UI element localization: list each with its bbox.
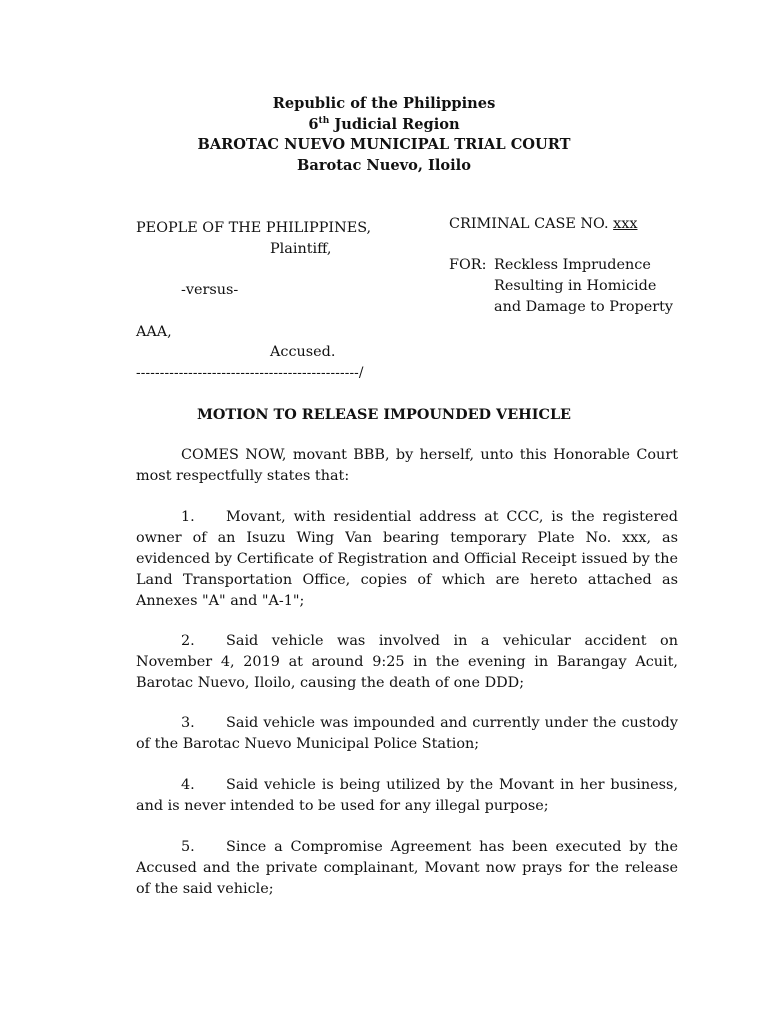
paragraph-number: 5. [181,839,195,855]
paragraph-number: 2. [181,633,195,649]
motion-paragraph-1 [136,507,678,612]
paragraph-text: Since a Compromise Agreement has been executed by the Accused and the private complainant, Movant now prays for the release of the said vehicle; [136,839,678,897]
paragraph-number: 3. [181,715,195,731]
offense-line-2: Resulting in Homicide [494,278,657,294]
versus-label: -versus- [181,282,239,298]
header-court-location: Barotac Nuevo, Iloilo [297,157,471,174]
accused-role: Accused. [270,344,336,360]
caption-divider: -----------------------------------------------/ [136,365,364,381]
case-label: CRIMINAL CASE NO. [449,216,609,232]
case-number: xxx [613,216,638,232]
paragraph-number: 1. [181,509,195,525]
region-label: Judicial Region [329,116,460,133]
paragraph-number: 4. [181,777,195,793]
for-label: FOR: [449,257,487,273]
region-number: 6 [308,116,319,133]
header-court-name: BAROTAC NUEVO MUNICIPAL TRIAL COURT [197,136,571,153]
motion-paragraph-4 [136,775,678,817]
motion-paragraph-2 [136,631,678,694]
offense-line-1: Reckless Imprudence [494,257,651,273]
header-republic: Republic of the Philippines [272,95,496,112]
case-number-line [449,214,637,235]
motion-title: MOTION TO RELEASE IMPOUNDED VEHICLE [196,406,572,423]
paragraph-text: Said vehicle is being utilized by the Movant in her business, and is never intended to be used for any illegal purpose; [136,777,678,814]
header-judicial-region [0,114,768,135]
region-ordinal: th [318,116,330,127]
motion-paragraph-3 [136,713,678,755]
motion-intro: COMES NOW, movant BBB, by herself, unto this Honorable Court most respectfully states that: [136,447,678,484]
paragraph-text: Said vehicle was involved in a vehicular accident on November 4, 2019 at around 9:25 in the evening in Barangay Acuit, Barotac Nuevo, Iloilo, causing the death of one DDD; [136,633,678,691]
motion-paragraph-5 [136,837,678,900]
plaintiff-name: PEOPLE OF THE PHILIPPINES, [136,220,372,236]
accused-name: AAA, [136,324,172,340]
paragraph-text: Movant, with residential address at CCC, is the registered owner of an Isuzu Wing Van bearing temporary Plate No. xxx, as evidenced by Certificate of Registration and Official Receipt issued by the Land Transportation Office, copies of which are hereto attached as Annexes "A" and "A-1"; [136,509,678,609]
offense-line-3: and Damage to Property [494,299,674,315]
plaintiff-role: Plaintiff, [270,241,332,257]
paragraph-text: Said vehicle was impounded and currently under the custody of the Barotac Nuevo Municipal Police Station; [136,715,678,752]
